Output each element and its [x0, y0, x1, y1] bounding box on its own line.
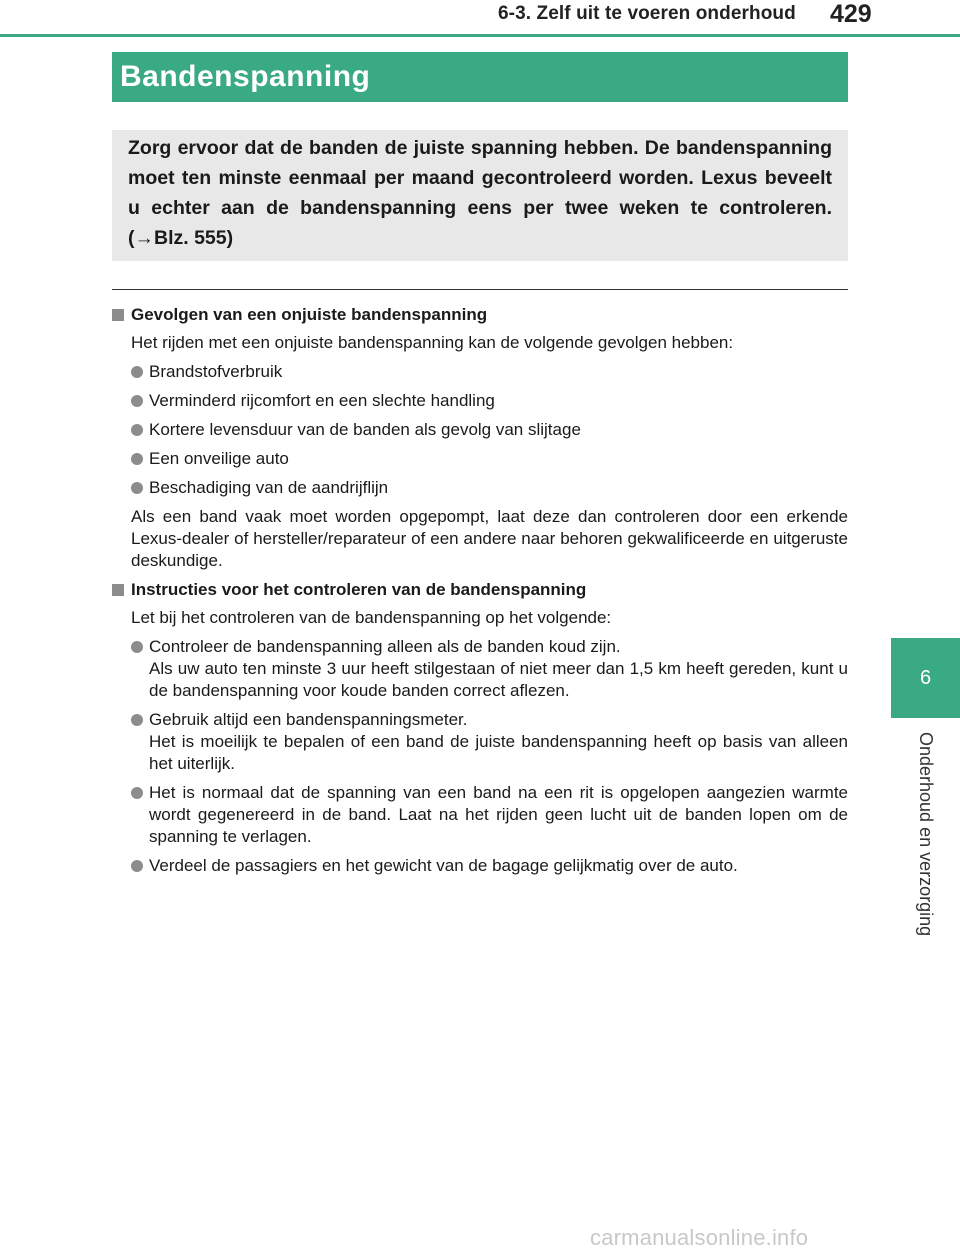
header-section-title: 6-3. Zelf uit te voeren onderhoud — [498, 3, 796, 24]
list-item-text: Brandstofverbruik — [149, 362, 283, 381]
list-item-text: Controleer de bandenspanning alleen als de banden koud zijn. — [149, 637, 621, 656]
section-outro: Als een band vaak moet worden opgepompt, laat deze dan controleren door een erkende Lexus-dealer of hersteller/reparateur of een andere naar behoren gekwalificeerde en uitgeruste deskundige. — [131, 507, 848, 570]
circle-bullet-icon — [131, 860, 143, 872]
list-item — [112, 361, 848, 383]
circle-bullet-icon — [131, 714, 143, 726]
list-item-detail: Het is moeilijk te bepalen of een band de juiste bandenspanning heeft op basis van alleen het uiterlijk. — [149, 732, 848, 773]
page-number: 429 — [830, 0, 872, 28]
sub-heading-consequences — [112, 304, 848, 326]
list-item-text: Verminderd rijcomfort en een slechte handling — [149, 391, 495, 410]
list-item — [112, 636, 848, 702]
chapter-tab — [891, 638, 960, 718]
title-banner — [112, 52, 848, 102]
list-item-text: Beschadiging van de aandrijflijn — [149, 478, 389, 497]
square-bullet-icon — [112, 309, 124, 321]
sub-heading-text: Instructies voor het controleren van de bandenspanning — [131, 580, 587, 599]
sub-heading-text: Gevolgen van een onjuiste bandenspanning — [131, 305, 488, 324]
intro-box — [112, 130, 848, 261]
list-item — [112, 855, 848, 877]
chapter-label: Onderhoud en verzorging — [916, 732, 936, 937]
content — [112, 302, 848, 884]
list-item-detail: Als uw auto ten minste 3 uur heeft stilgestaan of niet meer dan 1,5 km heeft gereden, kunt u de bandenspanning voor koude banden correct aflezen. — [149, 659, 848, 700]
section-intro: Het rijden met een onjuiste bandenspanning kan de volgende gevolgen hebben: — [131, 333, 734, 352]
list-item-text: Gebruik altijd een bandenspanningsmeter. — [149, 710, 468, 729]
circle-bullet-icon — [131, 366, 143, 378]
list-item — [112, 477, 848, 499]
circle-bullet-icon — [131, 424, 143, 436]
list-item — [112, 709, 848, 775]
list-item-text: Het is normaal dat de spanning van een band na een rit is opgelopen aangezien warmte wordt gegenereerd in de band. Laat na het rijden geen lucht uit de banden lopen om de spanning te verlagen. — [149, 783, 848, 846]
list-item — [112, 390, 848, 412]
list-item — [112, 782, 848, 848]
intro-text: Zorg ervoor dat de banden de juiste spanning hebben. De bandenspanning moet ten minste eenmaal per maand gecontroleerd worden. Lexus beveelt u echter aan de bandenspanning eens per twee weken te controleren. (→Blz. 555) — [128, 137, 832, 249]
circle-bullet-icon — [131, 395, 143, 407]
circle-bullet-icon — [131, 787, 143, 799]
list-item-text: Een onveilige auto — [149, 449, 289, 468]
page-title: Bandenspanning — [120, 60, 371, 93]
section-divider — [112, 289, 848, 290]
list-item-text: Verdeel de passagiers en het gewicht van de bagage gelijkmatig over de auto. — [149, 856, 738, 875]
circle-bullet-icon — [131, 482, 143, 494]
circle-bullet-icon — [131, 453, 143, 465]
list-item — [112, 448, 848, 470]
list-item-text: Kortere levensduur van de banden als gevolg van slijtage — [149, 420, 581, 439]
square-bullet-icon — [112, 584, 124, 596]
list-item — [112, 419, 848, 441]
sub-heading-instructions — [112, 579, 848, 601]
header-divider — [0, 34, 960, 37]
section-intro: Let bij het controleren van de bandenspanning op het volgende: — [131, 608, 612, 627]
chapter-number: 6 — [919, 666, 932, 689]
circle-bullet-icon — [131, 641, 143, 653]
watermark: carmanualsonline.info — [590, 1225, 809, 1250]
